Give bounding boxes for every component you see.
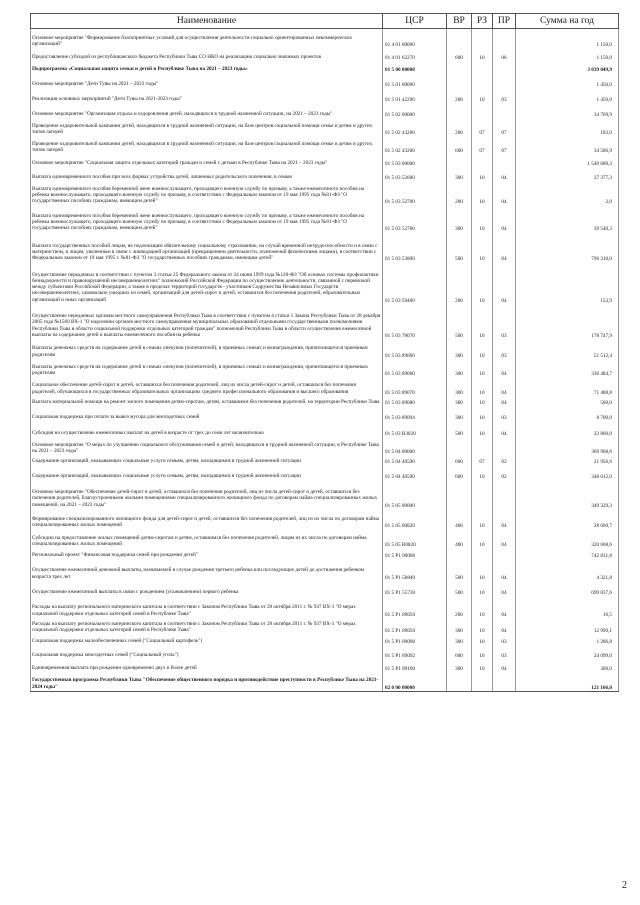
row-sum-cell: 153,9 — [516, 263, 619, 304]
row-csr-cell: 01 5 03 59400 — [383, 263, 447, 304]
row-rz-cell: 10 — [472, 581, 493, 596]
row-name-cell: Социальная поддержка малообеспеченных семей ("Социальный картофель") — [31, 635, 383, 645]
row-rz-cell: 07 — [472, 137, 493, 155]
row-name-cell: Реализация основных мероприятий "Дети Тувы на 2021-2023 годы" — [31, 88, 383, 103]
row-sum-cell: 12 990,1 — [516, 618, 619, 635]
row-pr-cell: 04 — [493, 206, 516, 233]
row-rz-cell: 10 — [472, 618, 493, 635]
row-rz-cell — [472, 154, 493, 167]
table-row — [31, 73, 619, 88]
row-csr-cell: 01 5 04 00000 — [383, 437, 447, 456]
row-csr-cell: 01 5 P1 89050 — [383, 618, 447, 635]
row-vr-cell — [447, 672, 472, 691]
row-pr-cell: 06 — [493, 49, 516, 61]
row-rz-cell — [472, 672, 493, 691]
row-rz-cell: 10 — [472, 49, 493, 61]
row-vr-cell: 300 — [447, 396, 472, 406]
table-row — [31, 509, 619, 530]
table-row — [31, 304, 619, 339]
row-name-cell: Основное мероприятие "Формирование благоприятных условий для осуществления деятельности социально ориентированных некоммерческих организаций" — [31, 29, 383, 49]
table-row — [31, 168, 619, 181]
table-row — [31, 104, 619, 118]
row-sum-cell: 34 769,9 — [516, 104, 619, 118]
row-pr-cell — [493, 154, 516, 167]
row-csr-cell: 01 5 04 40590 — [383, 455, 447, 465]
header-pr: ПР — [493, 14, 516, 29]
table-row — [31, 596, 619, 618]
row-vr-cell: 300 — [447, 618, 472, 635]
header-rz: РЗ — [472, 14, 493, 29]
row-pr-cell — [493, 480, 516, 509]
row-csr-cell: 01 5 04 40590 — [383, 466, 447, 480]
row-sum-cell: 2,0 — [516, 181, 619, 206]
row-csr-cell: 01 5 P1 89090 — [383, 635, 447, 645]
row-csr-cell: 01 4 01 00000 — [383, 29, 447, 49]
row-rz-cell: 10 — [472, 559, 493, 581]
row-csr-cell: 01 5 01 00000 — [383, 73, 447, 88]
header-name: Наименование — [31, 14, 383, 29]
row-pr-cell: 07 — [493, 118, 516, 137]
row-pr-cell — [493, 672, 516, 691]
row-pr-cell: 04 — [493, 168, 516, 181]
row-vr-cell: 500 — [447, 422, 472, 437]
row-sum-cell: 300,0 — [516, 659, 619, 672]
row-vr-cell: 500 — [447, 233, 472, 263]
row-name-cell: Выплата материальной помощи на ремонт жилого помещения детям-сиротам, детям, оставшимся без попечения родителей, на территории Республики Тыва — [31, 396, 383, 406]
row-csr-cell: 01 5 P1 89092 — [383, 645, 447, 659]
table-row — [31, 466, 619, 480]
row-name-cell: Осуществление ежемесячной денежной выплаты, назначаемой в случае рождения третьего ребенка или последующих детей до достижения ребенком возраста трех лет — [31, 559, 383, 581]
row-vr-cell: 200 — [447, 118, 472, 137]
row-pr-cell: 04 — [493, 396, 516, 406]
row-vr-cell: 400 — [447, 530, 472, 549]
row-vr-cell: 300 — [447, 377, 472, 396]
row-rz-cell: 10 — [472, 168, 493, 181]
row-vr-cell: 200 — [447, 596, 472, 618]
row-vr-cell: 600 — [447, 49, 472, 61]
row-pr-cell: 04 — [493, 618, 516, 635]
row-pr-cell — [493, 29, 516, 49]
row-pr-cell — [493, 104, 516, 118]
row-rz-cell: 10 — [472, 396, 493, 406]
row-rz-cell: 07 — [472, 118, 493, 137]
table-row — [31, 206, 619, 233]
table-row — [31, 263, 619, 304]
table-row — [31, 49, 619, 61]
row-name-cell: Социальная поддержка многодетных семей ("Социальный уголь") — [31, 645, 383, 659]
header-sum: Сумма на год — [516, 14, 619, 29]
row-csr-cell: 01 5 P1 89050 — [383, 596, 447, 618]
row-vr-cell: 500 — [447, 581, 472, 596]
row-sum-cell: 28 660,7 — [516, 509, 619, 530]
row-vr-cell: 600 — [447, 466, 472, 480]
row-name-cell: Расходы на выплату регионального материнского капитала в соответствии с Законом Республики Тыва от 28 октября 2011 г. № 937 ВХ-1 "О мерах социальной поддержки отдельных категорий семей в Республике Тыва" — [31, 596, 383, 618]
row-sum-cell: 1 150,0 — [516, 29, 619, 49]
row-vr-cell: 300 — [447, 635, 472, 645]
row-csr-cell: 01 5 03 89060 — [383, 339, 447, 359]
row-csr-cell: 01 5 03 89094 — [383, 406, 447, 421]
row-vr-cell — [447, 61, 472, 73]
row-name-cell: Региональный проект "Финансовая поддержка семей при рождении детей" — [31, 548, 383, 559]
row-pr-cell — [493, 73, 516, 88]
row-name-cell: Проведение оздоровительной кампании детей, находящихся в трудной жизненной ситуации, на базе центров социальной помощи семье и детям и других типов лагерей — [31, 137, 383, 155]
row-csr-cell: 01 5 05 R0820 — [383, 530, 447, 549]
row-sum-cell: 121 166,0 — [516, 672, 619, 691]
row-sum-cell: 349 329,3 — [516, 480, 619, 509]
row-sum-cell: 500,0 — [516, 396, 619, 406]
row-vr-cell: 300 — [447, 659, 472, 672]
row-pr-cell: 02 — [493, 466, 516, 480]
row-csr-cell: 01 5 03 89060 — [383, 359, 447, 378]
row-sum-cell: 348 012,0 — [516, 466, 619, 480]
row-sum-cell: 21 956,6 — [516, 455, 619, 465]
table-row — [31, 618, 619, 635]
row-rz-cell: 10 — [472, 466, 493, 480]
header-csr: ЦСР — [383, 14, 447, 29]
row-csr-cell: 01 5 03 52700 — [383, 206, 447, 233]
row-name-cell: Государственная программа Республики Тыва "Обеспечение общественного порядка и противодействие преступности в Республике Тыва на 2021-2024 годы" — [31, 672, 383, 691]
row-vr-cell: 500 — [447, 304, 472, 339]
row-sum-cell: 34 586,9 — [516, 137, 619, 155]
row-csr-cell: 02 0 00 00000 — [383, 672, 447, 691]
row-sum-cell: 369 968,6 — [516, 437, 619, 456]
table-row — [31, 422, 619, 437]
table-header — [31, 14, 619, 29]
row-sum-cell: 39 540,3 — [516, 206, 619, 233]
page-number: 2 — [622, 880, 627, 891]
row-rz-cell: 10 — [472, 596, 493, 618]
row-sum-cell: 1 150,0 — [516, 49, 619, 61]
row-csr-cell: 01 5 P1 55730 — [383, 581, 447, 596]
row-name-cell: Содержание организаций, оказывающих социальные услуги семьям, детям, находящимся в трудной жизненной ситуации — [31, 466, 383, 480]
row-csr-cell: 01 5 02 43200 — [383, 137, 447, 155]
row-sum-cell: 16,5 — [516, 596, 619, 618]
row-pr-cell: 03 — [493, 645, 516, 659]
row-vr-cell: 500 — [447, 559, 472, 581]
row-sum-cell: 3 039 049,9 — [516, 61, 619, 73]
row-rz-cell — [472, 480, 493, 509]
table-row — [31, 88, 619, 103]
row-name-cell: Субсидия на осуществление ежемесячных выплат на детей в возрасте от трех до семи лет включительно — [31, 422, 383, 437]
row-sum-cell: 742 831,8 — [516, 548, 619, 559]
row-sum-cell: 336 484,7 — [516, 359, 619, 378]
row-pr-cell: 03 — [493, 304, 516, 339]
row-rz-cell — [472, 437, 493, 456]
row-pr-cell: 04 — [493, 422, 516, 437]
row-rz-cell: 10 — [472, 339, 493, 359]
row-csr-cell: 01 5 02 43200 — [383, 118, 447, 137]
row-rz-cell: 10 — [472, 659, 493, 672]
row-sum-cell: 1 450,0 — [516, 88, 619, 103]
row-csr-cell: 01 5 03 53800 — [383, 233, 447, 263]
row-pr-cell: 04 — [493, 530, 516, 549]
row-rz-cell: 10 — [472, 377, 493, 396]
row-name-cell: Выплата единовременного пособия при всех формах устройства детей, лишенных родительского попечения, в семью — [31, 168, 383, 181]
row-sum-cell: 24 099,0 — [516, 645, 619, 659]
table-row — [31, 137, 619, 155]
row-pr-cell: 04 — [493, 659, 516, 672]
table-row — [31, 396, 619, 406]
table-body — [31, 29, 619, 692]
row-vr-cell — [447, 73, 472, 88]
row-pr-cell: 04 — [493, 559, 516, 581]
row-vr-cell: 600 — [447, 137, 472, 155]
row-name-cell: Выплаты денежных средств на содержание детей в семьях опекунов (попечителей), в приемных семьях и вознаграждения, причитающегося приемным родителям — [31, 339, 383, 359]
table-row — [31, 359, 619, 378]
row-name-cell: Осуществление ежемесячной выплаты в связи с рождением (усыновлением) первого ребенка — [31, 581, 383, 596]
header-vr: ВР — [447, 14, 472, 29]
row-sum-cell: 320 668,6 — [516, 530, 619, 549]
row-vr-cell — [447, 104, 472, 118]
table-row — [31, 672, 619, 691]
row-vr-cell: 300 — [447, 168, 472, 181]
row-vr-cell — [447, 480, 472, 509]
row-sum-cell: 178 747,9 — [516, 304, 619, 339]
budget-table-sheet — [30, 13, 618, 692]
row-csr-cell: 01 5 P1 50840 — [383, 559, 447, 581]
row-rz-cell — [472, 29, 493, 49]
table-row — [31, 233, 619, 263]
row-rz-cell: 10 — [472, 233, 493, 263]
row-name-cell: Основное мероприятие "Организация отдыха и оздоровления детей, находящихся в трудной жизненной ситуации, на 2021 – 2023 годы" — [31, 104, 383, 118]
row-csr-cell: 01 5 03 52600 — [383, 168, 447, 181]
table-row — [31, 437, 619, 456]
row-name-cell: Основное мероприятие "Дети Тувы на 2021 – 2023 годы" — [31, 73, 383, 88]
row-rz-cell: 10 — [472, 88, 493, 103]
table-row — [31, 659, 619, 672]
row-csr-cell: 01 5 03 R3020 — [383, 422, 447, 437]
row-name-cell: Выплата единовременного пособия беременной жене военнослужащего, проходящего военную службу по призыву, а также ежемесячного пособия на ребенка военнослужащего, проходящего военную службу по призыву, в соответствии с Федеральным законом от 19 мая 1995 года №81-ФЗ "О государственных пособиях гражданам, имеющим детей" — [31, 206, 383, 233]
row-pr-cell: 04 — [493, 596, 516, 618]
row-pr-cell: 04 — [493, 233, 516, 263]
table-row — [31, 406, 619, 421]
row-vr-cell: 200 — [447, 263, 472, 304]
row-pr-cell: 04 — [493, 359, 516, 378]
row-pr-cell: 04 — [493, 263, 516, 304]
row-rz-cell — [472, 61, 493, 73]
row-vr-cell — [447, 154, 472, 167]
row-sum-cell: 27 377,3 — [516, 168, 619, 181]
row-csr-cell: 01 5 03 89070 — [383, 377, 447, 396]
row-csr-cell: 01 5 P1 89100 — [383, 659, 447, 672]
table-row — [31, 154, 619, 167]
row-sum-cell: 8 700,0 — [516, 406, 619, 421]
row-sum-cell: 51 512,4 — [516, 339, 619, 359]
table-row — [31, 118, 619, 137]
row-vr-cell: 600 — [447, 645, 472, 659]
row-sum-cell: 796 310,0 — [516, 233, 619, 263]
row-pr-cell: 03 — [493, 88, 516, 103]
row-csr-cell: 01 4 01 62270 — [383, 49, 447, 61]
row-sum-cell: 1 540 680,3 — [516, 154, 619, 167]
row-rz-cell: 10 — [472, 359, 493, 378]
table-row — [31, 635, 619, 645]
row-pr-cell — [493, 548, 516, 559]
row-name-cell: Расходы на выплату регионального материнского капитала в соответствии с Законом Республики Тыва от 28 октября 2011 г. № 937 ВХ-1 "О мерах социальной поддержки отдельных категорий семей в Республике Тыва" — [31, 618, 383, 635]
row-vr-cell: 300 — [447, 359, 472, 378]
row-name-cell: Единовременная выплата при рождении одновременно двух и более детей — [31, 659, 383, 672]
budget-table — [30, 13, 619, 692]
row-sum-cell: 4 321,8 — [516, 559, 619, 581]
row-csr-cell: 01 5 01 42290 — [383, 88, 447, 103]
table-row — [31, 61, 619, 73]
row-name-cell: Социальная поддержка при оплате за вывоз мусора для многодетных семей — [31, 406, 383, 421]
row-sum-cell: 699 837,6 — [516, 581, 619, 596]
row-csr-cell: 01 5 02 00000 — [383, 104, 447, 118]
table-row — [31, 530, 619, 549]
row-name-cell: Выплаты денежных средств на содержание детей в семьях опекунов (попечителей), в приемных семьях и вознаграждения, причитающегося приемным родителям — [31, 359, 383, 378]
row-name-cell: Основное мероприятие "О мерах по улучшению социального обслуживания семей и детей, находящихся в трудной жизненной ситуации, в Республике Тыва на 2021 – 2023 годы" — [31, 437, 383, 456]
row-csr-cell: 01 5 03 00000 — [383, 154, 447, 167]
row-rz-cell: 10 — [472, 304, 493, 339]
row-vr-cell: 300 — [447, 339, 472, 359]
row-vr-cell — [447, 548, 472, 559]
row-rz-cell: 10 — [472, 635, 493, 645]
row-rz-cell — [472, 104, 493, 118]
row-rz-cell — [472, 73, 493, 88]
table-row — [31, 559, 619, 581]
row-rz-cell: 10 — [472, 509, 493, 530]
row-name-cell: Выплата единовременного пособия беременной жене военнослужащего, проходящего военную службу по призыву, а также ежемесячного пособия на ребенка военнослужащего, проходящего военную службу по призыву, в соответствии с Федеральным законом от 19 мая 1995 года №81-ФЗ "О государственных пособиях гражданам, имеющим детей" — [31, 181, 383, 206]
row-pr-cell: 04 — [493, 377, 516, 396]
row-pr-cell: 03 — [493, 339, 516, 359]
row-pr-cell: 03 — [493, 635, 516, 645]
table-row — [31, 455, 619, 465]
row-name-cell: Основное мероприятие "Обеспечение детей-сирот и детей, оставшихся без попечения родителей, лиц из числа детей-сирот и детей, оставшихся без попечения родителей, благоустроенными жилыми помещениями специализированного жилищного фонда по договорам найма специализированных жилых помещений, на 2021 – 2023 годы" — [31, 480, 383, 509]
row-csr-cell: 01 5 03 89080 — [383, 396, 447, 406]
row-name-cell: Осуществление переданных органам местного самоуправления Республики Тыва в соответствии с пунктом 4 статьи 1 Закона Республики Тыва от 28 декабря 2005 года №1560 ВХ-1 "О наделении органов местного самоуправления муниципальных образований отдельными государственными полномочиями Республики Тыва в области социальной поддержки отдельных категорий граждан" полномочий Республики Тыва в области осуществления ежемесячной выплаты на содержание детей и выплаты ежемесячного пособия на ребенка — [31, 304, 383, 339]
row-name-cell: Субсидии на предоставление жилых помещений детям-сиротам и детям, оставшимся без попечения родителей, лицам из их числа по договорам найма специализированных жилых помещений — [31, 530, 383, 549]
table-row — [31, 581, 619, 596]
table-row — [31, 339, 619, 359]
row-sum-cell: 71 488,8 — [516, 377, 619, 396]
table-row — [31, 548, 619, 559]
row-csr-cell: 01 5 05 00000 — [383, 480, 447, 509]
row-rz-cell: 10 — [472, 530, 493, 549]
row-name-cell: Предоставление субсидий из республиканского бюджета Республики Тыва СО НКО на реализацию социально значимых проектов — [31, 49, 383, 61]
table-row — [31, 480, 619, 509]
row-rz-cell: 10 — [472, 406, 493, 421]
row-name-cell: Осуществление переданных в соответствии с пунктом 3 статьи 25 Федерального закона от 24 июня 1999 года №120-ФЗ "Об основах системы профилактики безнадзорности и правонарушений несовершеннолетних" полномочий Российской Федерации по осуществлению деятельности, связанной с перевозкой между субъектами Российской Федерации, а также в пределах территорий государств - участников Содружества Независимых Государств несовершеннолетних, самовольно ушедших из семей, организаций для детей-сирот и детей, оставшихся без попечения родителей, образовательных организаций и иных организаций — [31, 263, 383, 304]
row-rz-cell: 10 — [472, 206, 493, 233]
row-sum-cell: 1 450,0 — [516, 73, 619, 88]
row-csr-cell: 01 5 P1 00000 — [383, 548, 447, 559]
table-row — [31, 181, 619, 206]
row-rz-cell: 10 — [472, 263, 493, 304]
row-name-cell: Выплата государственных пособий лицам, не подлежащим обязательному социальному страхованию, на случай временной нетрудоспособности и в связи с материнством, и лицам, уволенным в связи с ликвидацией организаций (прекращением деятельности, полномочий физическими лицами), в соответствии с Федеральным законом от 19 мая 1995 г. №81-ФЗ "О государственных пособиях гражданам, имеющим детей" — [31, 233, 383, 263]
row-pr-cell — [493, 61, 516, 73]
row-sum-cell: 183,0 — [516, 118, 619, 137]
row-vr-cell — [447, 29, 472, 49]
row-pr-cell: 04 — [493, 581, 516, 596]
row-csr-cell: 01 5 00 00000 — [383, 61, 447, 73]
row-csr-cell: 01 5 05 00820 — [383, 509, 447, 530]
row-name-cell: Основное мероприятие "Социальная защита отдельных категорий граждан и семей с детьми в Республике Тыва на 2021 – 2023 годы" — [31, 154, 383, 167]
row-csr-cell: 01 5 03 52700 — [383, 181, 447, 206]
row-vr-cell: 300 — [447, 206, 472, 233]
row-vr-cell: 200 — [447, 88, 472, 103]
row-name-cell: Содержание организаций, оказывающих социальные услуги семьям, детям, находящимся в трудной жизненной ситуации — [31, 455, 383, 465]
row-pr-cell: 04 — [493, 509, 516, 530]
row-vr-cell: 300 — [447, 406, 472, 421]
row-rz-cell — [472, 548, 493, 559]
row-pr-cell: 03 — [493, 406, 516, 421]
row-pr-cell: 07 — [493, 137, 516, 155]
row-sum-cell: 23 860,0 — [516, 422, 619, 437]
row-pr-cell: 02 — [493, 455, 516, 465]
row-name-cell: Проведение оздоровительной кампании детей, находящихся в трудной жизненной ситуации, на базе центров социальной помощи семье и детям и других типов лагерей — [31, 118, 383, 137]
table-row — [31, 377, 619, 396]
row-vr-cell: 200 — [447, 181, 472, 206]
row-name-cell: Социальное обеспечение детей-сирот и детей, оставшихся без попечения родителей, лиц из числа детей-сирот и детей, оставшихся без попечения родителей, обучающихся в государственных образовательных организациях среднего профессионального образования и высшего образования — [31, 377, 383, 396]
table-row — [31, 645, 619, 659]
row-rz-cell: 10 — [472, 181, 493, 206]
row-rz-cell: 07 — [472, 455, 493, 465]
row-name-cell: Подпрограмма «Социальная защита семьи и детей в Республике Тыва на 2021 – 2023 годы» — [31, 61, 383, 73]
table-row — [31, 29, 619, 49]
row-sum-cell: 1 286,8 — [516, 635, 619, 645]
row-csr-cell: 01 5 03 78070 — [383, 304, 447, 339]
row-vr-cell — [447, 437, 472, 456]
row-pr-cell: 04 — [493, 181, 516, 206]
row-vr-cell: 600 — [447, 455, 472, 465]
row-rz-cell: 10 — [472, 645, 493, 659]
row-rz-cell: 10 — [472, 422, 493, 437]
row-vr-cell: 400 — [447, 509, 472, 530]
row-name-cell: Формирование специализированного жилищного фонда для детей-сирот и детей, оставшихся без попечения родителей, лиц из их числа по договорам найма специализированных жилых помещений — [31, 509, 383, 530]
row-pr-cell — [493, 437, 516, 456]
